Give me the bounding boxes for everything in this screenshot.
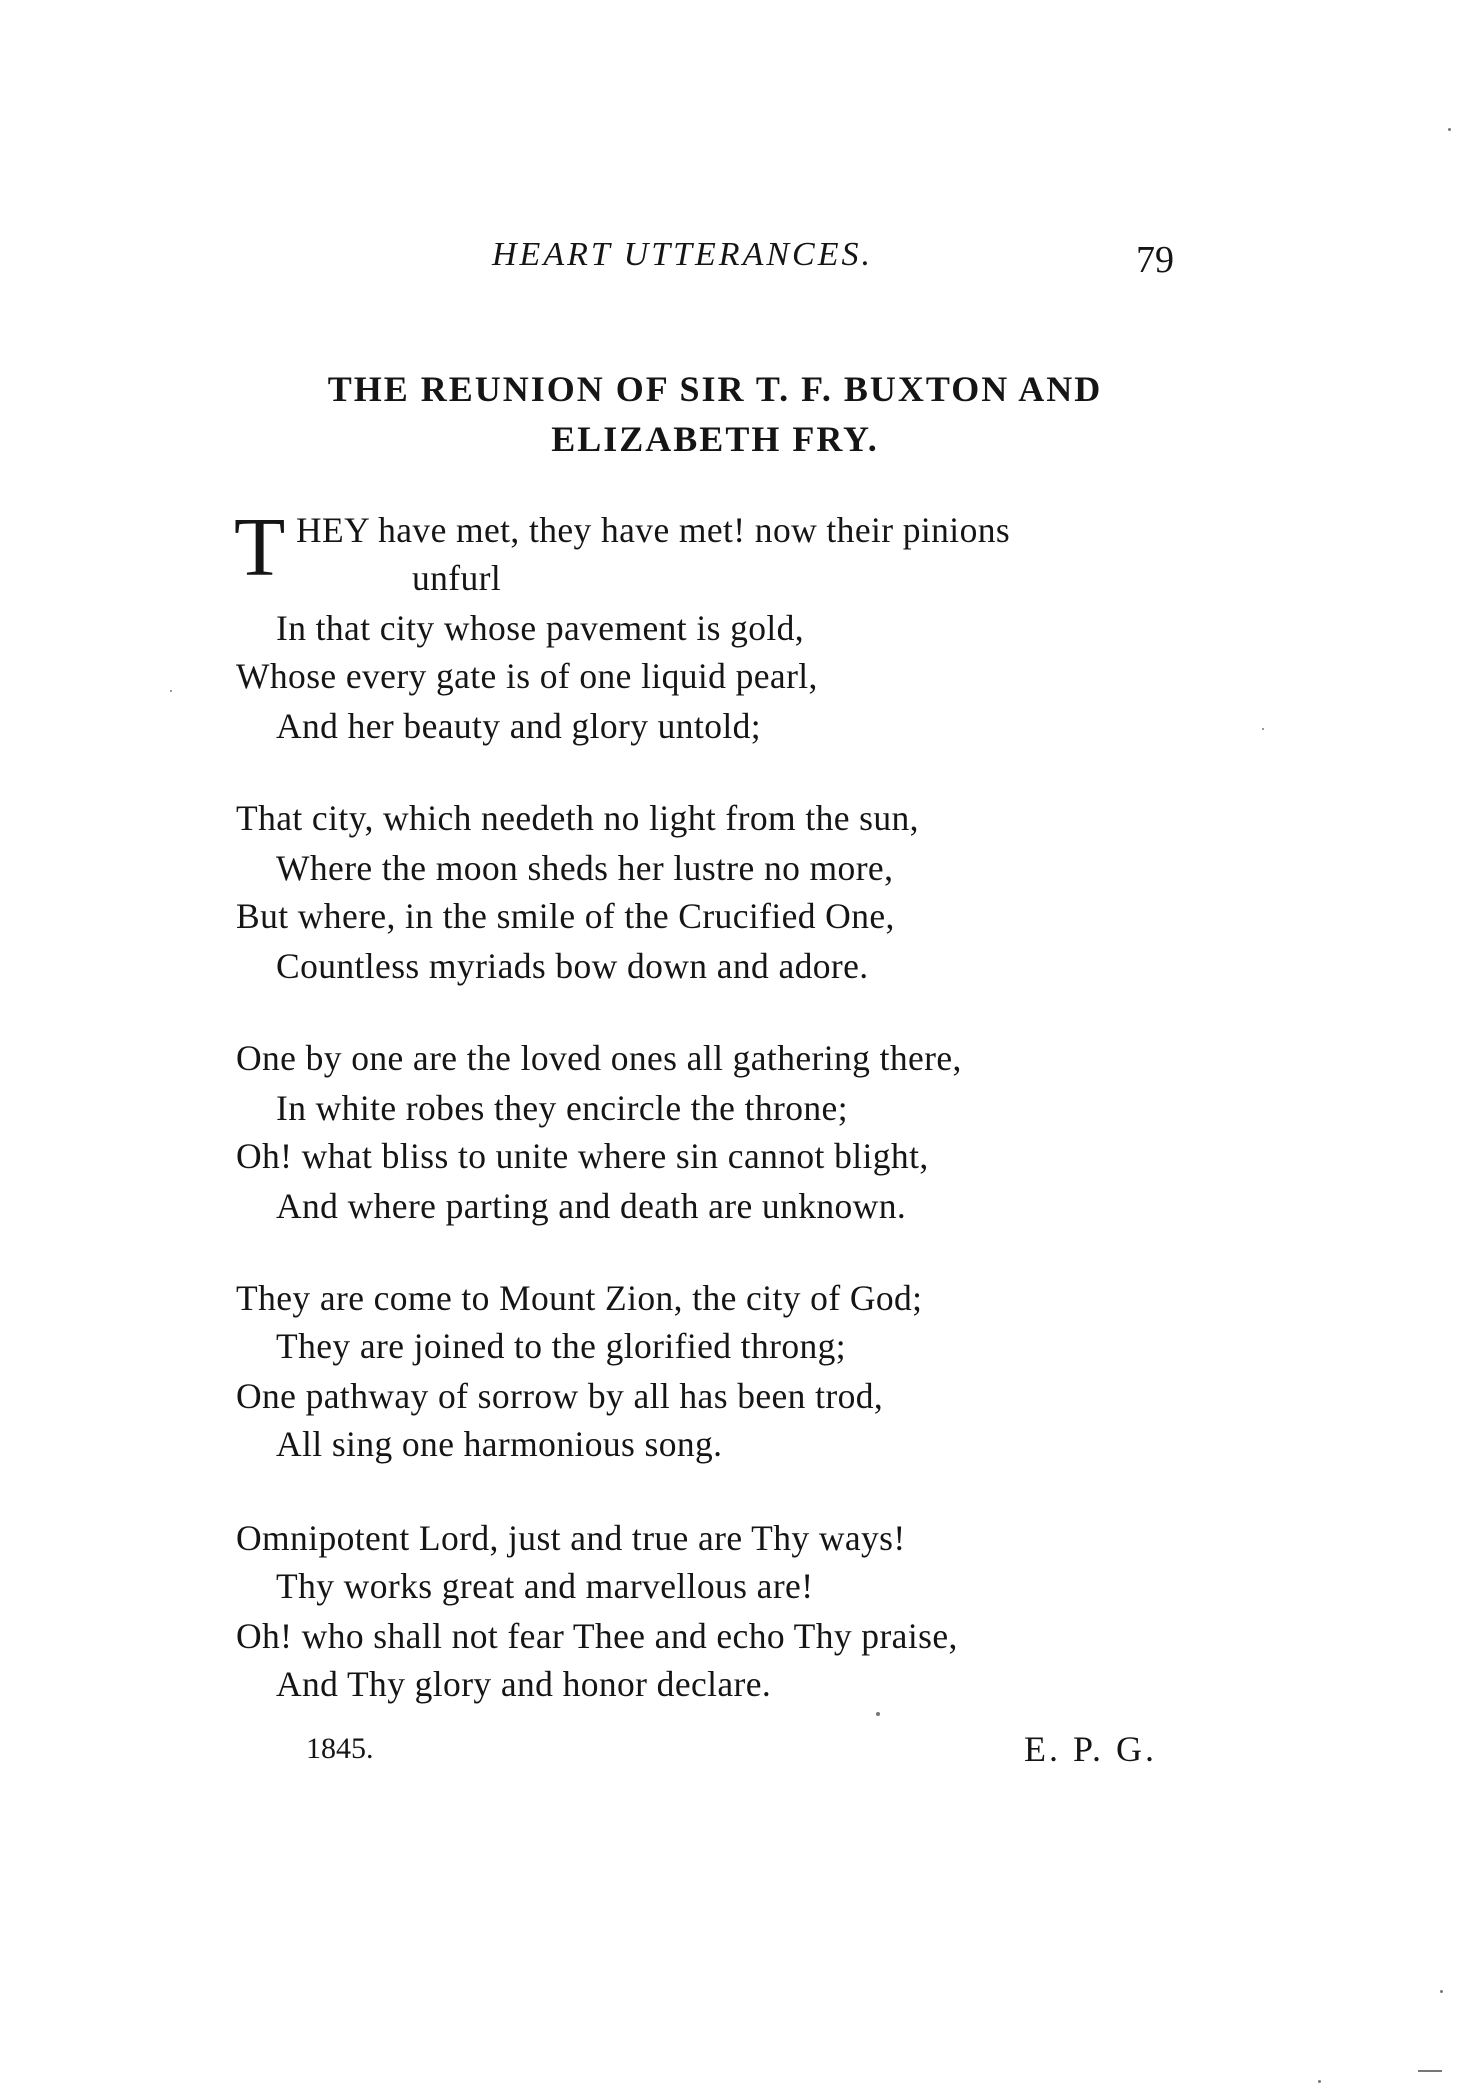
poem-line: That city, which needeth no light from the sun, (236, 798, 919, 838)
page-number: 79 (1136, 239, 1174, 281)
poem-line: Oh! who shall not fear Thee and echo Thy praise, (236, 1616, 958, 1656)
scan-speck (1448, 128, 1451, 131)
poem-line: All sing one harmonious song. (276, 1424, 723, 1464)
poem-line: Omnipotent Lord, just and true are Thy ways! (236, 1518, 906, 1558)
poem-line: And her beauty and glory untold; (276, 706, 762, 746)
scan-speck (876, 1712, 880, 1716)
poem-line: In white robes they encircle the throne; (276, 1088, 848, 1128)
poem-line: Whose every gate is of one liquid pearl, (236, 656, 818, 696)
running-head-title: HEART UTTERANCES. (492, 236, 873, 273)
poem-line: They are come to Mount Zion, the city of God; (236, 1278, 923, 1318)
poem-title-line-2: ELIZABETH FRY. (551, 419, 879, 459)
drop-cap-letter: T (234, 501, 286, 594)
poem-line: HEY have met, they have met! now their pinions (296, 510, 1011, 550)
scan-speck (1262, 728, 1264, 730)
poem-line: Countless myriads bow down and adore. (276, 946, 869, 986)
poem-line: One by one are the loved ones all gathering there, (236, 1038, 962, 1078)
poem-line: In that city whose pavement is gold, (276, 608, 805, 648)
poem-line: And where parting and death are unknown. (276, 1186, 907, 1226)
poem-title-line-1: THE REUNION OF SIR T. F. BUXTON AND (327, 369, 1103, 409)
poem-line: Where the moon sheds her lustre no more, (276, 848, 894, 888)
scan-speck (1318, 2080, 1321, 2083)
author-initials: E. P. G. (1024, 1729, 1158, 1769)
scan-speck (1440, 1990, 1443, 1993)
poem-year: 1845. (306, 1732, 374, 1765)
poem-line: But where, in the smile of the Crucified One, (236, 896, 895, 936)
poem-line: And Thy glory and honor declare. (276, 1664, 772, 1704)
poem-line: Oh! what bliss to unite where sin cannot blight, (236, 1136, 929, 1176)
poem-line: unfurl (412, 558, 502, 598)
poem-line: Thy works great and marvellous are! (276, 1566, 814, 1606)
scan-speck (1418, 2070, 1442, 2072)
scan-speck (170, 690, 172, 692)
poem-line: One pathway of sorrow by all has been trod, (236, 1376, 884, 1416)
poem-line: They are joined to the glorified throng; (276, 1326, 847, 1366)
